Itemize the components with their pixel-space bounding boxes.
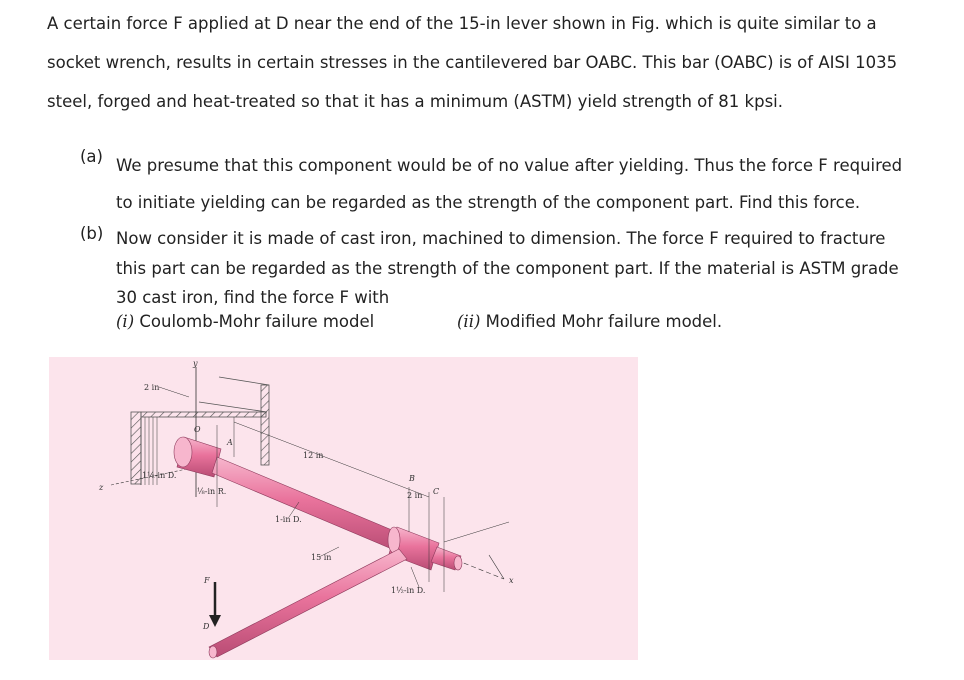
label-1-8in-r: ⅛-in R. [197, 487, 227, 496]
label-c: C [433, 487, 440, 496]
part-b-sub-i [116, 312, 374, 331]
part-b-line-2: this part can be regarded as the strength of the component part. If the material is ASTM grade [116, 258, 899, 278]
intro-line-3: steel, forged and heat-treated so that it has a minimum (ASTM) yield strength of 81 kpsi. [47, 92, 783, 111]
part-b-sub-ii [457, 312, 722, 331]
label-2in-b: 2 in [407, 491, 423, 500]
label-15in: 15 in [311, 553, 332, 562]
label-f: F [204, 576, 210, 585]
part-a-text [116, 147, 902, 221]
part-a-label: (a) [80, 147, 103, 166]
intro-line-2: socket wrench, results in certain stresses in the cantilevered bar OABC. This bar (OABC) is of AISI 1035 [47, 53, 898, 72]
problem-intro [47, 4, 942, 121]
part-b-label: (b) [80, 224, 104, 243]
label-a: A [227, 438, 233, 447]
label-1-5in-d-b: 1½-in D. [391, 586, 426, 595]
label-d: D [203, 622, 210, 631]
label-x: x [509, 576, 514, 585]
sub-ii-text: Modified Mohr failure model. [480, 312, 723, 331]
part-a-line-1: We presume that this component would be of no value after yielding. Thus the force F required [116, 156, 903, 175]
sub-i-numeral: (i) [116, 312, 135, 331]
label-b: B [409, 474, 415, 483]
part-a-line-2: to initiate yielding can be regarded as the strength of the component part. Find this force. [116, 193, 861, 212]
lever-figure [49, 357, 638, 660]
label-2in: 2 in [144, 383, 160, 392]
sub-ii-numeral: (ii) [457, 312, 481, 331]
label-12in: 12 in [303, 451, 324, 460]
force-arrow [209, 582, 221, 627]
lever-arm [209, 549, 407, 658]
lever-diagram [49, 357, 638, 660]
label-1-5in-d: 1½-in D. [142, 471, 177, 480]
dim-end-line [444, 522, 509, 542]
label-o: O [194, 425, 201, 434]
part-b-line-1: Now consider it is made of cast iron, machined to dimension. The force F required to fracture [116, 229, 886, 248]
sub-i-text: Coulomb-Mohr failure model [134, 312, 375, 331]
label-y: y [193, 359, 198, 368]
x-axis-tip [489, 555, 504, 579]
label-z: z [99, 483, 104, 492]
dim-2in-leader [159, 387, 189, 397]
part-b-text [116, 224, 899, 313]
intro-line-1: A certain force F applied at D near the end of the 15-in lever shown in Fig. which is quite similar to a [47, 14, 877, 33]
part-b-line-3: 30 cast iron, find the force F with [116, 288, 390, 307]
dim-15d-leader [411, 567, 419, 587]
label-1in-d: 1-in D. [275, 515, 302, 524]
